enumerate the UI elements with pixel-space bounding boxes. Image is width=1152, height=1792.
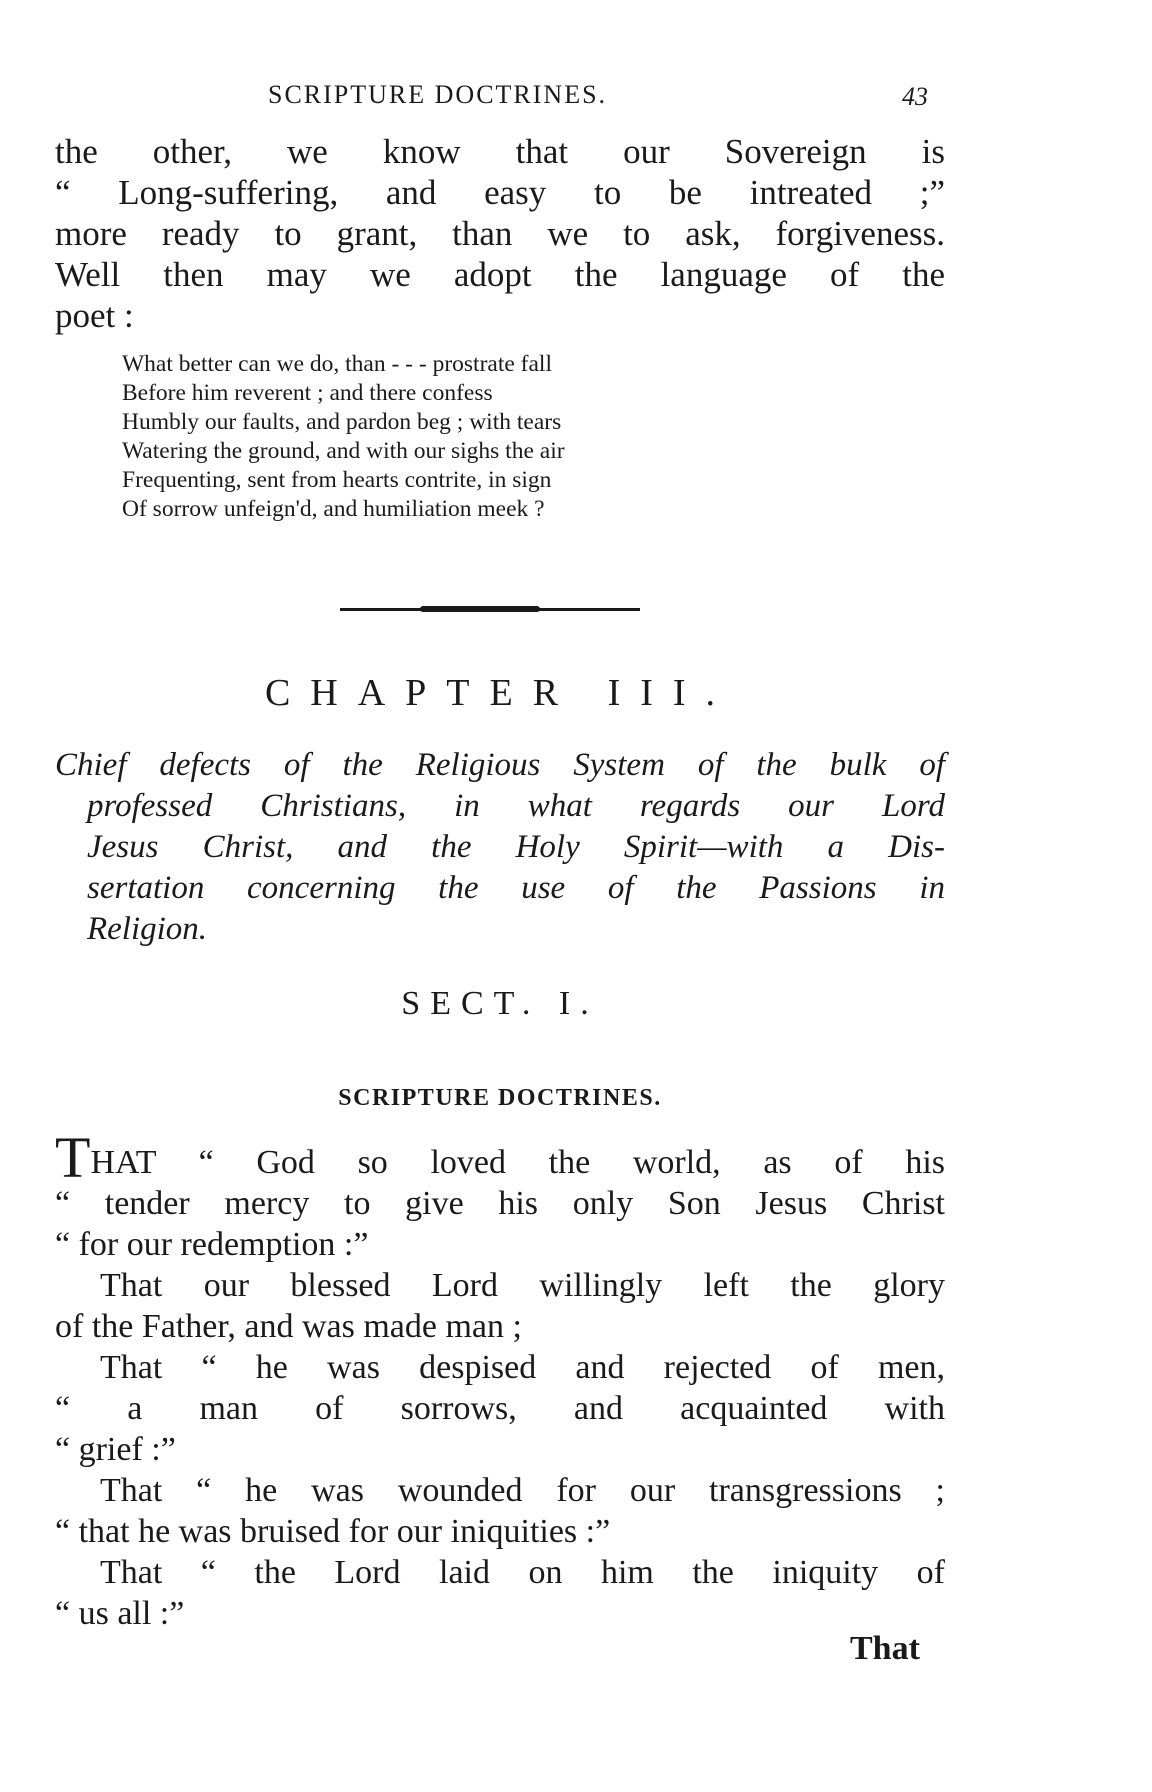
body-line: “ for our redemption :” — [55, 1226, 369, 1263]
section-divider-ornament — [420, 606, 540, 612]
paragraph-line: poet : — [55, 296, 134, 335]
body-line: “ grief :” — [55, 1431, 176, 1468]
paragraph-line: more ready to grant, than we to ask, forgiveness. — [55, 214, 945, 253]
body-line: “ that he was bruised for our iniquities :” — [55, 1513, 611, 1550]
first-line-text: HAT “ God so loved the world, as of his — [90, 1144, 945, 1181]
paragraph-line: “ Long-suffering, and easy to be intreated ;” — [55, 173, 945, 212]
verse-line: What better can we do, than - - - prostrate fall — [122, 351, 552, 377]
body-line: That “ he was despised and rejected of men, — [100, 1349, 945, 1386]
chapter-summary — [55, 745, 945, 950]
catchword: That — [850, 1630, 920, 1667]
body-line: of the Father, and was made man ; — [55, 1308, 522, 1345]
summary-line: sertation concerning the use of the Passions in — [87, 870, 945, 906]
section-heading: SCRIPTURE DOCTRINES. — [338, 1085, 662, 1111]
page-number: 43 — [902, 82, 928, 111]
running-title: SCRIPTURE DOCTRINES. — [268, 80, 608, 109]
body-line: “ us all :” — [55, 1595, 185, 1632]
verse-line: Humbly our faults, and pardon beg ; with tears — [122, 409, 562, 435]
body-line: That our blessed Lord willingly left the glory — [100, 1267, 945, 1304]
continued-paragraph — [55, 131, 945, 336]
verse-line: Before him reverent ; and there confess — [122, 380, 493, 406]
body-line-first — [55, 1125, 945, 1190]
verse-line: Of sorrow unfeign'd, and humiliation meek ? — [122, 496, 545, 522]
drop-cap: T — [55, 1125, 91, 1190]
paragraph-line: Well then may we adopt the language of the — [55, 255, 945, 294]
verse-quotation — [122, 350, 822, 524]
body-line: That “ the Lord laid on him the iniquity of — [100, 1554, 945, 1591]
body-text — [55, 1125, 945, 1634]
summary-line: Chief defects of the Religious System of the bulk of — [55, 747, 945, 783]
summary-line: Jesus Christ, and the Holy Spirit—with a Dis- — [87, 829, 945, 865]
body-line: That “ he was wounded for our transgressions ; — [100, 1472, 945, 1509]
running-head — [0, 80, 1152, 120]
summary-line: professed Christians, in what regards our Lord — [87, 788, 945, 824]
section-title: SECT. I. — [401, 985, 599, 1022]
body-line: “ a man of sorrows, and acquainted with — [55, 1390, 945, 1427]
verse-line: Frequenting, sent from hearts contrite, in sign — [122, 467, 552, 493]
summary-line: Religion. — [87, 911, 208, 947]
body-line: “ tender mercy to give his only Son Jesus Christ — [55, 1185, 945, 1222]
paragraph-line: the other, we know that our Sovereign is — [55, 132, 945, 171]
chapter-title: CHAPTER III. — [264, 672, 736, 714]
verse-line: Watering the ground, and with our sighs the air — [122, 438, 565, 464]
